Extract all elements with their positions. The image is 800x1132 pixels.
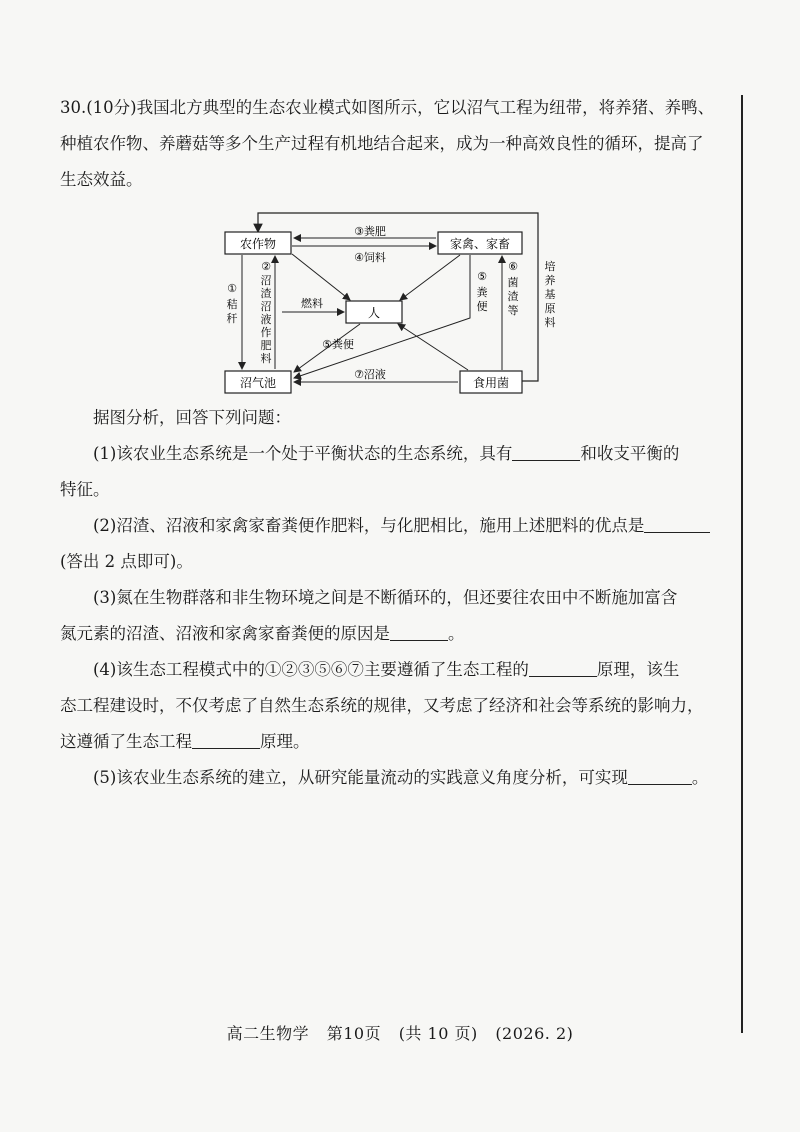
human-label: 人 (367, 306, 381, 320)
residue-num: ② (261, 260, 271, 273)
biogas-label: 沼气池 (239, 376, 277, 390)
question-4-cont2: 这遵循了生态工程 原理。 (60, 732, 310, 751)
mushroom-residue-char: 等 (507, 304, 519, 317)
straw-char-1: 秸 (226, 298, 238, 311)
culture-char: 培 (544, 260, 556, 273)
question-4-cont1: 态工程建设时，不仅考虑了自然生态系统的规律，又考虑了经济和社会等系统的影响力， (60, 696, 704, 715)
footer-date: (2026. 2) (495, 1024, 574, 1043)
eco-agriculture-diagram (220, 208, 560, 398)
question-2: (2)沼渣、沼液和家禽家畜粪便作肥料，与化肥相比，施用上述肥料的优点是 (60, 508, 728, 544)
straw-char-2: 秆 (226, 312, 238, 325)
margin-rule (741, 95, 743, 1033)
answer-blank-1[interactable] (512, 444, 580, 462)
feed-label: ④饲料 (354, 251, 386, 264)
question-3-cont: 氮元素的沼渣、沼液和家禽家畜粪便的原因是 。 (60, 624, 465, 643)
crops-label: 农作物 (239, 237, 277, 251)
manure-label: ③粪肥 (354, 225, 386, 238)
human-dung-label: ⑤粪便 (322, 338, 354, 351)
residue-char: 沼 (260, 274, 272, 287)
mushroom-residue-char: 渣 (507, 290, 519, 303)
mushroom-residue-num: ⑥ (508, 260, 518, 273)
culture-char: 基 (544, 288, 556, 301)
residue-char: 渣 (260, 287, 272, 300)
livestock-label: 家禽、家畜 (449, 237, 511, 251)
livestock-dung-char-2: 便 (476, 300, 488, 313)
intro-line-3: 生态效益。 (60, 170, 143, 189)
page-footer (0, 1021, 800, 1044)
question-intro (60, 90, 728, 198)
slurry-label: ⑦沼液 (354, 368, 386, 381)
residue-char: 作 (260, 326, 272, 339)
residue-char: 肥 (260, 339, 272, 352)
analyze-prompt: 据图分析，回答下列问题： (93, 408, 291, 427)
answer-blank-4a[interactable] (529, 660, 597, 678)
residue-char: 沼 (260, 300, 272, 313)
answer-blank-3[interactable] (390, 624, 448, 642)
answer-blank-5[interactable] (628, 768, 692, 786)
footer-subject: 高二生物学 (226, 1024, 310, 1043)
residue-char: 液 (260, 313, 272, 326)
question-1: (1)该农业生态系统是一个处于平衡状态的生态系统，具有 和收支平衡的 (93, 444, 680, 463)
question-5: (5)该农业生态系统的建立，从研究能量流动的实践意义角度分析，可实现 。 (93, 768, 709, 787)
question-1-cont: 特征。 (60, 480, 110, 499)
footer-total: (共 10 页) (398, 1024, 478, 1043)
straw-num: ① (227, 282, 237, 295)
question-4: (4)该生态工程模式中的①②③⑤⑥⑦主要遵循了生态工程的 原理，该生 (93, 660, 680, 679)
answer-blank-4b[interactable] (192, 732, 260, 750)
crops-human-arrow (292, 254, 350, 300)
question-2-cont: (答出 2 点即可)。 (60, 552, 193, 571)
livestock-dung-num: ⑤ (477, 270, 487, 283)
livestock-human-arrow (400, 255, 460, 300)
answer-blank-2[interactable] (644, 516, 710, 534)
residue-text (261, 274, 272, 365)
intro-line-2: 种植农作物、养蘑菇等多个生产过程有机地结合起来，成为一种高效良性的循环，提高了 (60, 134, 704, 153)
livestock-dung-char-1: 粪 (476, 286, 488, 299)
culture-char: 料 (544, 316, 556, 329)
culture-char: 原 (544, 302, 556, 315)
culture-char: 养 (544, 274, 556, 287)
mushroom-residue-char: 菌 (507, 276, 519, 289)
fuel-label: 燃料 (301, 297, 323, 310)
mushroom-label: 食用菌 (472, 376, 510, 390)
question-3: (3)氮在生物群落和非生物环境之间是不断循环的，但还要往农田中不断施加富含 (93, 588, 678, 607)
intro-line-1: 30.(10分)我国北方典型的生态农业模式如图所示，它以沼气工程为纽带，将养猪、养鸭、 (60, 98, 715, 117)
residue-char: 料 (260, 352, 272, 365)
footer-page: 第10页 (326, 1024, 382, 1043)
